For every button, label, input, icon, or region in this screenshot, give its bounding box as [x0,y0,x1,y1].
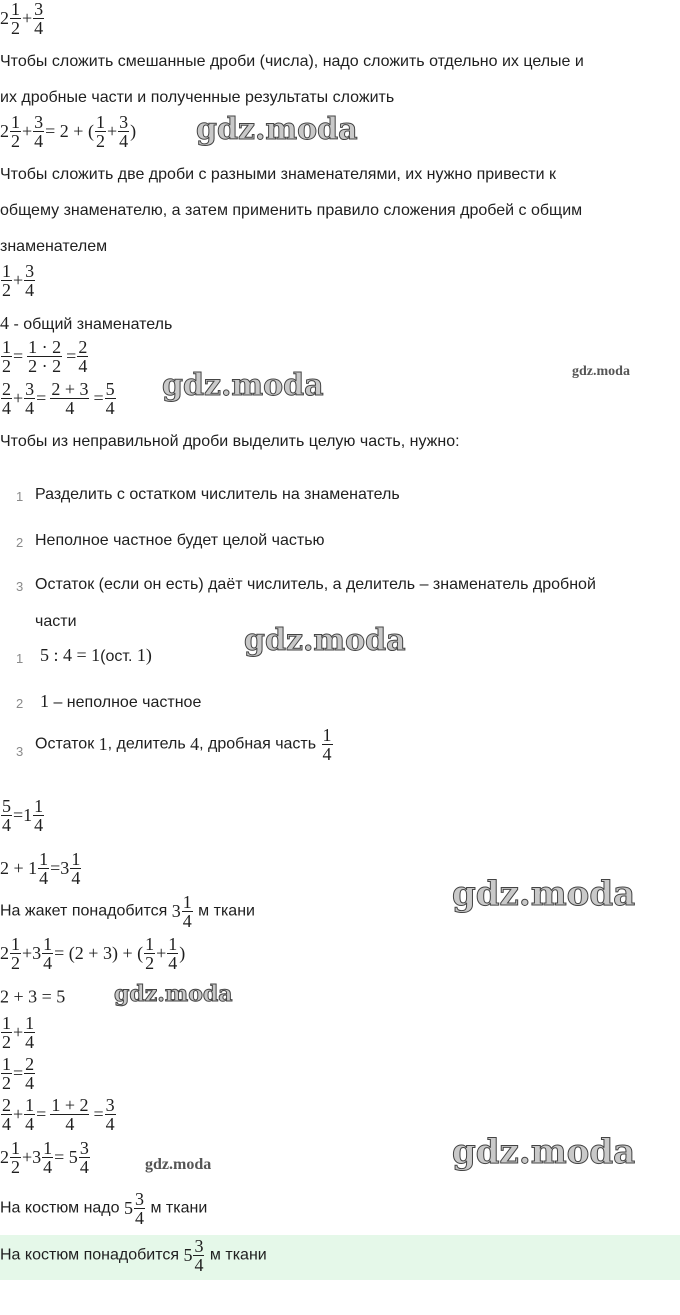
expression-whole-part: $\frac{5}{4}$ =1 $\frac{1}{4}$ [2,796,44,835]
watermark: gdz.moda [452,1132,636,1172]
list-item-number: 2 [16,696,24,711]
list-item-remainder: Остаток 1, делитель 4, дробная часть $\frac{1}{4}$ [35,725,332,764]
jacket-line: На жакет понадобится 3 $\frac{1}{4}$ м ткани [0,892,255,931]
expression-whole-sum: 2 + 3 = 5 [0,986,66,1007]
expression-fraction-sum: $\frac{1}{2}$ + $\frac{3}{4}$ [2,261,35,300]
list-item-quotient: 1 – неполное частное [40,691,202,711]
answer-text: На костюм понадобится 5 $\frac{3}{4}$ м ткани [0,1236,267,1275]
watermark: gdz.moda [196,112,358,147]
common-denominator-line: 4 - общий знаменатель [0,313,173,333]
list-item-number: 3 [16,744,24,759]
watermark: gdz.moda [145,1156,212,1173]
paragraph-mixed-rule-1: Чтобы сложить смешанные дроби (числа), надо сложить отдельно их целые и [0,53,584,70]
list-item-number: 1 [16,651,24,666]
paragraph-improper: Чтобы из неправильной дроби выделить целую часть, нужно: [0,433,460,450]
list-item-number: 2 [16,535,24,550]
expression-split: 2 $\frac{1}{2}$ + $\frac{3}{4}$ = 2 + ( $\frac{1}{2}$ + $\frac{3}{4}$ ) [0,112,137,151]
expression-common-sum: $\frac{2}{4}$ + $\frac{3}{4}$ = $\frac{2 + 3}{4}$ = $\frac{5}{4}$ [2,379,115,418]
watermark: gdz.moda [452,874,636,914]
list-item: Остаток (если он есть) даёт числитель, а делитель – знаменатель дробной [35,576,596,593]
paragraph-mixed-rule-2: их дробные части и полученные результаты сложить [0,89,395,106]
expression-suit-split: 2 $\frac{1}{2}$ +3 $\frac{1}{4}$ = (2 + 3) + ( $\frac{1}{2}$ + $\frac{1}{4}$ ) [0,934,186,973]
answer-block [0,1235,680,1280]
list-item: Неполное частное будет целой частью [35,532,325,549]
suit-line: На костюм надо 5 $\frac{3}{4}$ м ткани [0,1189,208,1228]
list-item-continuation: части [35,613,77,630]
list-item-number: 1 [16,489,24,504]
paragraph-common-den-2: общему знаменателю, а затем применить правило сложения дробей с общим [0,202,583,219]
watermark: gdz.moda [244,623,406,658]
watermark: gdz.moda [572,364,630,379]
expression-fraction-sum-2: $\frac{1}{2}$ + $\frac{1}{4}$ [2,1013,35,1052]
list-item-division: 5 : 4 = 1(ост. 1) [40,645,152,665]
expression-suit-total: 2 $\frac{1}{2}$ +3 $\frac{1}{4}$ = 5 $\frac{3}{4}$ [0,1138,89,1177]
list-item: Разделить с остатком числитель на знаменатель [35,486,400,503]
list-item-number: 3 [16,579,24,594]
watermark: gdz.moda [114,981,233,1007]
expression-jacket-total: 2 + 1 $\frac{1}{4}$ =3 $\frac{1}{4}$ [0,849,81,888]
expression-expand: $\frac{1}{2}$ = $\frac{1 \cdot 2}{2 \cdot 2}$ = $\frac{2}{4}$ [2,337,88,376]
expression-expand-2: $\frac{1}{2}$ = $\frac{2}{4}$ [2,1054,35,1093]
paragraph-common-den-1: Чтобы сложить две дроби с разными знаменателями, их нужно привести к [0,166,557,183]
expression-common-sum-2: $\frac{2}{4}$ + $\frac{1}{4}$ = $\frac{1 + 2}{4}$ = $\frac{3}{4}$ [2,1095,115,1134]
expression-mixed-sum: 2 $\frac{1}{2}$ + $\frac{3}{4}$ [0,0,44,38]
paragraph-common-den-3: знаменателем [0,238,108,255]
watermark: gdz.moda [162,368,324,403]
